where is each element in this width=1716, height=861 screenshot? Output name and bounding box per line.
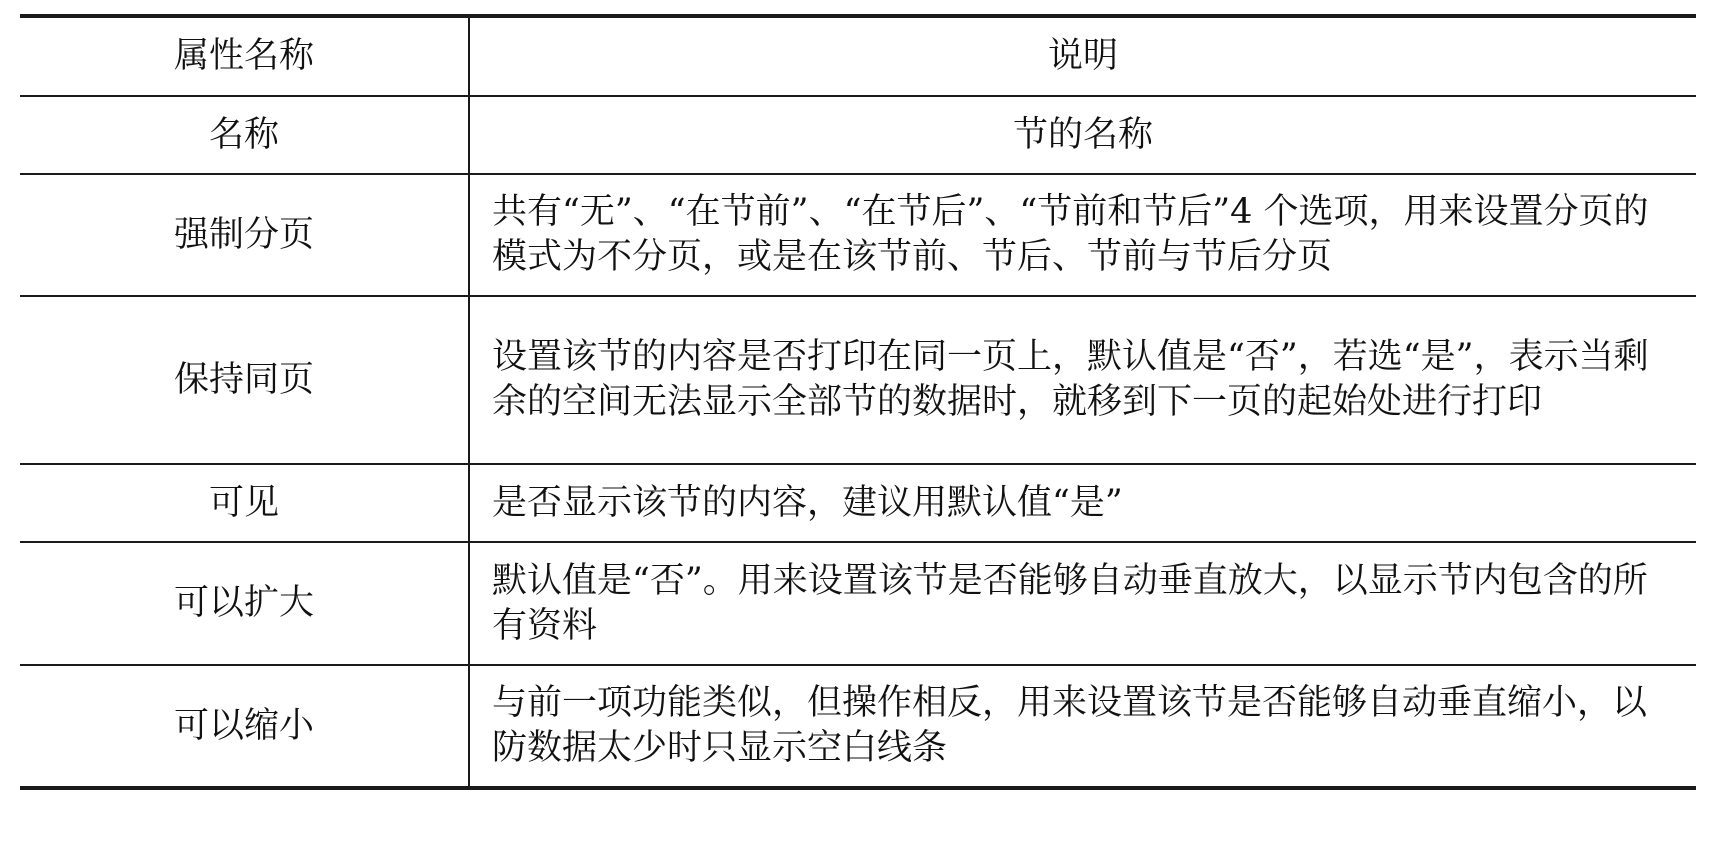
header-description: 说明 <box>469 16 1696 96</box>
header-property-name: 属性名称 <box>20 16 469 96</box>
property-description-cell: 与前一项功能类似，但操作相反，用来设置该节是否能够自动垂直缩小，以防数据太少时只显示空白线条 <box>492 683 1648 768</box>
table-row <box>20 665 1696 788</box>
property-name-cell: 可以缩小 <box>20 665 469 788</box>
property-name-cell: 可见 <box>20 464 469 542</box>
table-body <box>20 96 1696 788</box>
section-properties-table <box>20 14 1696 790</box>
property-description-cell: 共有“无”、“在节前”、“在节后”、“节前和节后”4 个选项，用来设置分页的模式为不分页，或是在该节前、节后、节前与节后分页 <box>469 174 1696 296</box>
header-row <box>20 16 1696 96</box>
table-header <box>20 16 1696 96</box>
property-table-container <box>20 14 1696 790</box>
property-description-cell: 设置该节的内容是否打印在同一页上，默认值是“否”，若选“是”，表示当剩余的空间无法显示全部节的数据时，就移到下一页的起始处进行打印 <box>469 296 1696 464</box>
property-description-cell: 默认值是“否”。用来设置该节是否能够自动垂直放大，以显示节内包含的所有资料 <box>469 542 1696 665</box>
property-name-cell: 名称 <box>20 96 469 174</box>
table-row <box>20 542 1696 665</box>
property-name-cell: 强制分页 <box>20 174 469 296</box>
table-row <box>20 464 1696 542</box>
property-description-cell: 是否显示该节的内容，建议用默认值“是” <box>469 464 1696 542</box>
property-description-cell: 节的名称 <box>469 96 1696 174</box>
property-name-cell: 可以扩大 <box>20 542 469 665</box>
table-row <box>20 174 1696 296</box>
table-row <box>20 296 1696 464</box>
table-row <box>20 96 1696 174</box>
property-name-cell: 保持同页 <box>20 296 469 464</box>
